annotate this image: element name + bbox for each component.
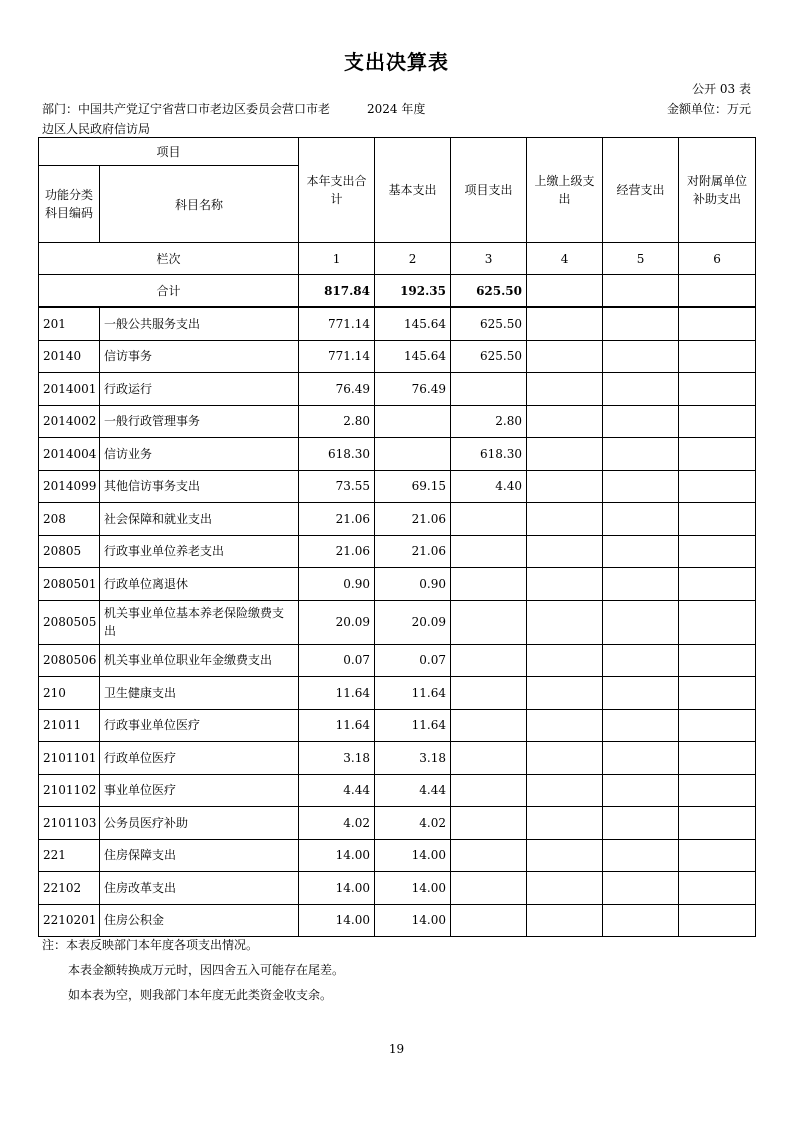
year-label: 2024 年度 — [367, 102, 426, 116]
amount-cell: 11.64 — [299, 709, 375, 742]
amount-cell — [603, 644, 679, 677]
amount-cell: 11.64 — [375, 677, 451, 710]
subject-name-cell: 住房保障支出 — [100, 839, 299, 872]
note-line: 本表金额转换成万元时，因四舍五入可能存在尾差。 — [68, 963, 345, 977]
func-code-cell: 2014001 — [39, 373, 100, 406]
amount-cell: 771.14 — [299, 307, 375, 340]
amount-cell: 0.07 — [375, 644, 451, 677]
func-code-cell: 22102 — [39, 872, 100, 905]
amount-cell — [603, 807, 679, 840]
amount-cell — [679, 677, 756, 710]
lanci-label: 栏次 — [39, 243, 299, 275]
amount-cell: 3.18 — [375, 742, 451, 775]
table-row — [39, 373, 756, 406]
amount-cell: 76.49 — [375, 373, 451, 406]
header-subsidy: 对附属单位补助支出 — [679, 138, 756, 243]
amount-cell — [603, 774, 679, 807]
header-item: 项目 — [39, 138, 299, 166]
table-row — [39, 807, 756, 840]
amount-cell — [679, 405, 756, 438]
amount-cell: 618.30 — [451, 438, 527, 471]
amount-cell: 145.64 — [375, 340, 451, 373]
total-value — [603, 275, 679, 308]
amount-cell — [679, 535, 756, 568]
table-row — [39, 503, 756, 536]
amount-cell — [679, 742, 756, 775]
amount-cell: 4.44 — [375, 774, 451, 807]
subject-name-cell: 住房改革支出 — [100, 872, 299, 905]
amount-cell — [527, 709, 603, 742]
table-row — [39, 340, 756, 373]
amount-cell — [527, 438, 603, 471]
page-title: 支出决算表 — [344, 50, 449, 74]
table-row — [39, 872, 756, 905]
total-row — [39, 275, 756, 308]
amount-cell — [603, 438, 679, 471]
amount-cell: 21.06 — [375, 503, 451, 536]
subject-name-cell: 卫生健康支出 — [100, 677, 299, 710]
table-row — [39, 644, 756, 677]
func-code-cell: 20805 — [39, 535, 100, 568]
amount-cell — [679, 839, 756, 872]
subject-name-cell: 行政事业单位医疗 — [100, 709, 299, 742]
amount-cell: 4.44 — [299, 774, 375, 807]
amount-cell — [603, 373, 679, 406]
amount-cell: 20.09 — [299, 600, 375, 644]
amount-cell — [375, 438, 451, 471]
amount-cell — [679, 644, 756, 677]
amount-cell — [679, 600, 756, 644]
amount-cell — [679, 373, 756, 406]
amount-cell — [603, 307, 679, 340]
amount-cell: 76.49 — [299, 373, 375, 406]
amount-cell: 0.90 — [375, 568, 451, 601]
amount-unit-label: 金额单位：万元 — [666, 102, 751, 116]
amount-cell — [679, 503, 756, 536]
func-code-cell: 2210201 — [39, 904, 100, 937]
amount-cell — [451, 709, 527, 742]
form-number: 公开 03 表 — [692, 82, 751, 96]
note-line: 注：本表反映部门本年度各项支出情况。 — [42, 938, 259, 952]
amount-cell — [603, 904, 679, 937]
total-value: 625.50 — [451, 275, 527, 308]
amount-cell — [527, 307, 603, 340]
notes — [42, 933, 344, 1008]
func-code-cell: 20140 — [39, 340, 100, 373]
amount-cell — [679, 307, 756, 340]
table-row — [39, 307, 756, 340]
amount-cell — [603, 535, 679, 568]
table-row — [39, 405, 756, 438]
amount-cell: 4.40 — [451, 470, 527, 503]
amount-cell: 20.09 — [375, 600, 451, 644]
subject-name-cell: 行政单位医疗 — [100, 742, 299, 775]
amount-cell — [375, 405, 451, 438]
table-row — [39, 742, 756, 775]
subject-name-cell: 公务员医疗补助 — [100, 807, 299, 840]
amount-cell — [679, 568, 756, 601]
amount-cell — [603, 839, 679, 872]
func-code-cell: 2014004 — [39, 438, 100, 471]
amount-cell: 14.00 — [375, 839, 451, 872]
func-code-cell: 208 — [39, 503, 100, 536]
amount-cell — [527, 774, 603, 807]
header-project: 项目支出 — [451, 138, 527, 243]
amount-cell: 2.80 — [451, 405, 527, 438]
amount-cell: 14.00 — [299, 839, 375, 872]
amount-cell — [527, 340, 603, 373]
amount-cell — [603, 742, 679, 775]
amount-cell — [527, 535, 603, 568]
amount-cell — [451, 677, 527, 710]
subject-name-cell: 行政事业单位养老支出 — [100, 535, 299, 568]
lanci-num: 5 — [603, 243, 679, 275]
amount-cell: 3.18 — [299, 742, 375, 775]
subject-name-cell: 机关事业单位职业年金缴费支出 — [100, 644, 299, 677]
amount-cell — [603, 470, 679, 503]
header-basic: 基本支出 — [375, 138, 451, 243]
func-code-cell: 21011 — [39, 709, 100, 742]
amount-cell — [679, 774, 756, 807]
amount-cell — [603, 872, 679, 905]
func-code-cell: 2080506 — [39, 644, 100, 677]
subject-name-cell: 行政单位离退休 — [100, 568, 299, 601]
subject-name-cell: 其他信访事务支出 — [100, 470, 299, 503]
subject-name-cell: 信访业务 — [100, 438, 299, 471]
amount-cell: 11.64 — [375, 709, 451, 742]
amount-cell — [451, 373, 527, 406]
lanci-num: 1 — [299, 243, 375, 275]
amount-cell — [451, 839, 527, 872]
amount-cell — [679, 904, 756, 937]
department-label: 部门：中国共产党辽宁省营口市老边区委员会营口市老边区人民政府信访局 — [42, 102, 331, 136]
total-label: 合计 — [39, 275, 299, 308]
amount-cell: 14.00 — [299, 904, 375, 937]
amount-cell: 14.00 — [375, 872, 451, 905]
lanci-num: 2 — [375, 243, 451, 275]
amount-cell: 625.50 — [451, 340, 527, 373]
lanci-num: 4 — [527, 243, 603, 275]
subject-name-cell: 住房公积金 — [100, 904, 299, 937]
amount-cell — [527, 807, 603, 840]
header-func-code: 功能分类科目编码 — [39, 166, 100, 243]
amount-cell — [679, 438, 756, 471]
amount-cell: 14.00 — [299, 872, 375, 905]
amount-cell: 771.14 — [299, 340, 375, 373]
table-row — [39, 535, 756, 568]
table-row — [39, 568, 756, 601]
func-code-cell: 2101102 — [39, 774, 100, 807]
amount-cell: 4.02 — [299, 807, 375, 840]
amount-cell — [451, 644, 527, 677]
func-code-cell: 201 — [39, 307, 100, 340]
amount-cell — [451, 807, 527, 840]
amount-cell: 2.80 — [299, 405, 375, 438]
amount-cell — [451, 742, 527, 775]
amount-cell — [527, 405, 603, 438]
table-row — [39, 677, 756, 710]
amount-cell — [527, 904, 603, 937]
amount-cell: 11.64 — [299, 677, 375, 710]
total-value — [679, 275, 756, 308]
amount-cell — [679, 470, 756, 503]
amount-cell — [603, 677, 679, 710]
subject-name-cell: 一般公共服务支出 — [100, 307, 299, 340]
header-total: 本年支出合计 — [299, 138, 375, 243]
subject-name-cell: 社会保障和就业支出 — [100, 503, 299, 536]
lanci-num: 3 — [451, 243, 527, 275]
amount-cell: 21.06 — [299, 535, 375, 568]
amount-cell — [679, 340, 756, 373]
total-value — [527, 275, 603, 308]
amount-cell: 4.02 — [375, 807, 451, 840]
amount-cell — [527, 568, 603, 601]
amount-cell — [451, 774, 527, 807]
subject-name-cell: 行政运行 — [100, 373, 299, 406]
amount-cell — [603, 340, 679, 373]
header-operation: 经营支出 — [603, 138, 679, 243]
func-code-cell: 2101103 — [39, 807, 100, 840]
table-row — [39, 438, 756, 471]
amount-cell — [451, 535, 527, 568]
amount-cell — [527, 373, 603, 406]
amount-cell — [603, 503, 679, 536]
amount-cell — [451, 568, 527, 601]
table-row — [39, 774, 756, 807]
table-row — [39, 839, 756, 872]
amount-cell — [603, 405, 679, 438]
subject-name-cell: 机关事业单位基本养老保险缴费支出 — [100, 600, 299, 644]
amount-cell: 73.55 — [299, 470, 375, 503]
amount-cell: 145.64 — [375, 307, 451, 340]
amount-cell — [527, 677, 603, 710]
subject-name-cell: 一般行政管理事务 — [100, 405, 299, 438]
func-code-cell: 210 — [39, 677, 100, 710]
amount-cell — [527, 503, 603, 536]
func-code-cell: 2014002 — [39, 405, 100, 438]
table-row — [39, 709, 756, 742]
lanci-num: 6 — [679, 243, 756, 275]
total-value: 192.35 — [375, 275, 451, 308]
amount-cell — [679, 872, 756, 905]
amount-cell — [527, 600, 603, 644]
amount-cell: 0.07 — [299, 644, 375, 677]
amount-cell — [451, 904, 527, 937]
table-row — [39, 600, 756, 644]
amount-cell — [451, 872, 527, 905]
table-row — [39, 904, 756, 937]
amount-cell — [603, 568, 679, 601]
amount-cell: 618.30 — [299, 438, 375, 471]
subject-name-cell: 信访事务 — [100, 340, 299, 373]
note-line: 如本表为空，则我部门本年度无此类资金收支余。 — [68, 988, 333, 1002]
subject-name-cell: 事业单位医疗 — [100, 774, 299, 807]
table-row — [39, 470, 756, 503]
page-number: 19 — [388, 1042, 405, 1056]
amount-cell — [603, 709, 679, 742]
amount-cell — [527, 872, 603, 905]
amount-cell: 21.06 — [375, 535, 451, 568]
func-code-cell: 2014099 — [39, 470, 100, 503]
amount-cell — [527, 839, 603, 872]
amount-cell — [679, 709, 756, 742]
amount-cell — [527, 742, 603, 775]
amount-cell: 21.06 — [299, 503, 375, 536]
amount-cell: 14.00 — [375, 904, 451, 937]
amount-cell — [527, 644, 603, 677]
amount-cell — [527, 470, 603, 503]
expenditure-table — [38, 137, 756, 937]
amount-cell — [603, 600, 679, 644]
amount-cell — [679, 807, 756, 840]
header-upper: 上缴上级支出 — [527, 138, 603, 243]
func-code-cell: 2101101 — [39, 742, 100, 775]
func-code-cell: 2080505 — [39, 600, 100, 644]
amount-cell: 69.15 — [375, 470, 451, 503]
amount-cell — [451, 600, 527, 644]
amount-cell — [451, 503, 527, 536]
func-code-cell: 2080501 — [39, 568, 100, 601]
header-subject-name: 科目名称 — [100, 166, 299, 243]
amount-cell: 0.90 — [299, 568, 375, 601]
func-code-cell: 221 — [39, 839, 100, 872]
amount-cell: 625.50 — [451, 307, 527, 340]
total-value: 817.84 — [299, 275, 375, 308]
